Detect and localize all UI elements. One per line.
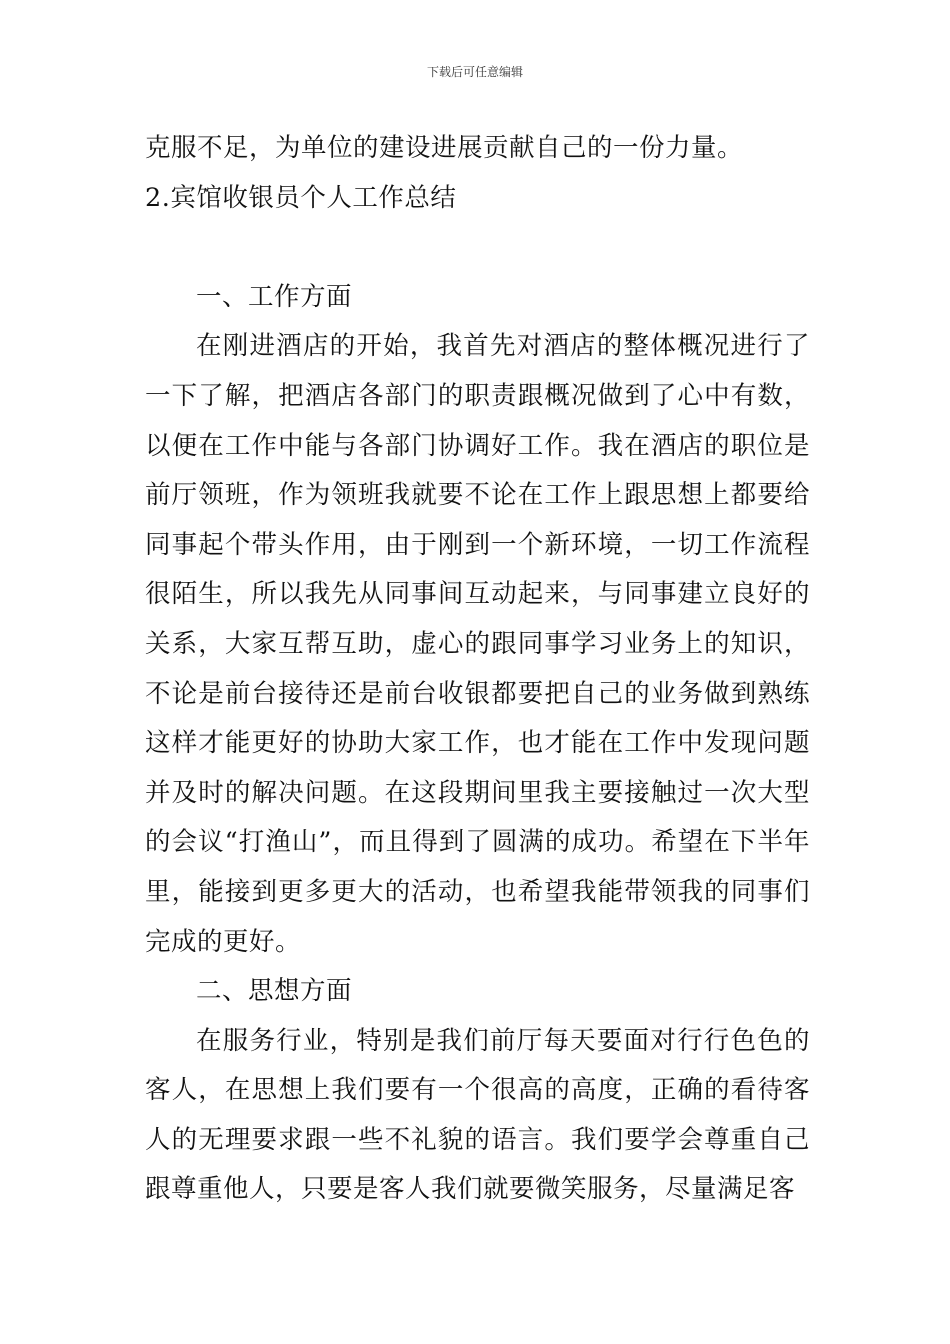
section-heading-work: 一、工作方面	[196, 281, 353, 312]
section-paragraph-thought: 在服务行业，特别是我们前厅每天要面对行行色色的客人，在思想上我们要有一个很高的高度，正确的看待客人的无理要求跟一些不礼貌的语言。我们要学会尊重自己跟尊重他人，只要是客人我们就要微笑服务，尽量满足客	[145, 1025, 810, 1205]
page-header: 下载后可任意编辑	[426, 65, 523, 79]
continuation-text: 克服不足，为单位的建设进展贡献自己的一份力量。	[145, 133, 744, 163]
section-heading-thought: 二、思想方面	[196, 976, 353, 1007]
document-body	[145, 124, 810, 1215]
section-paragraph-work: 在刚进酒店的开始，我首先对酒店的整体概况进行了一下了解，把酒店各部门的职责跟概况做到了心中有数，以便在工作中能与各部门协调好工作。我在酒店的职位是前厅领班，作为领班我就要不论在工作上跟思想上都要给同事起个带头作用，由于刚到一个新环境，一切工作流程很陌生，所以我先从同事间互动起来，与同事建立良好的关系，大家互帮互助，虚心的跟同事学习业务上的知识，不论是前台接待还是前台收银都要把自己的业务做到熟练这样才能更好的协助大家工作，也才能在工作中发现问题并及时的解决问题。在这段期间里我主要接触过一次大型的会议“打渔山”，而且得到了圆满的成功。希望在下半年里，能接到更多更大的活动，也希望我能带领我的同事们完成的更好。	[145, 331, 810, 957]
blank-line	[145, 223, 810, 273]
document-title: 2.宾馆收银员个人工作总结	[145, 182, 457, 213]
